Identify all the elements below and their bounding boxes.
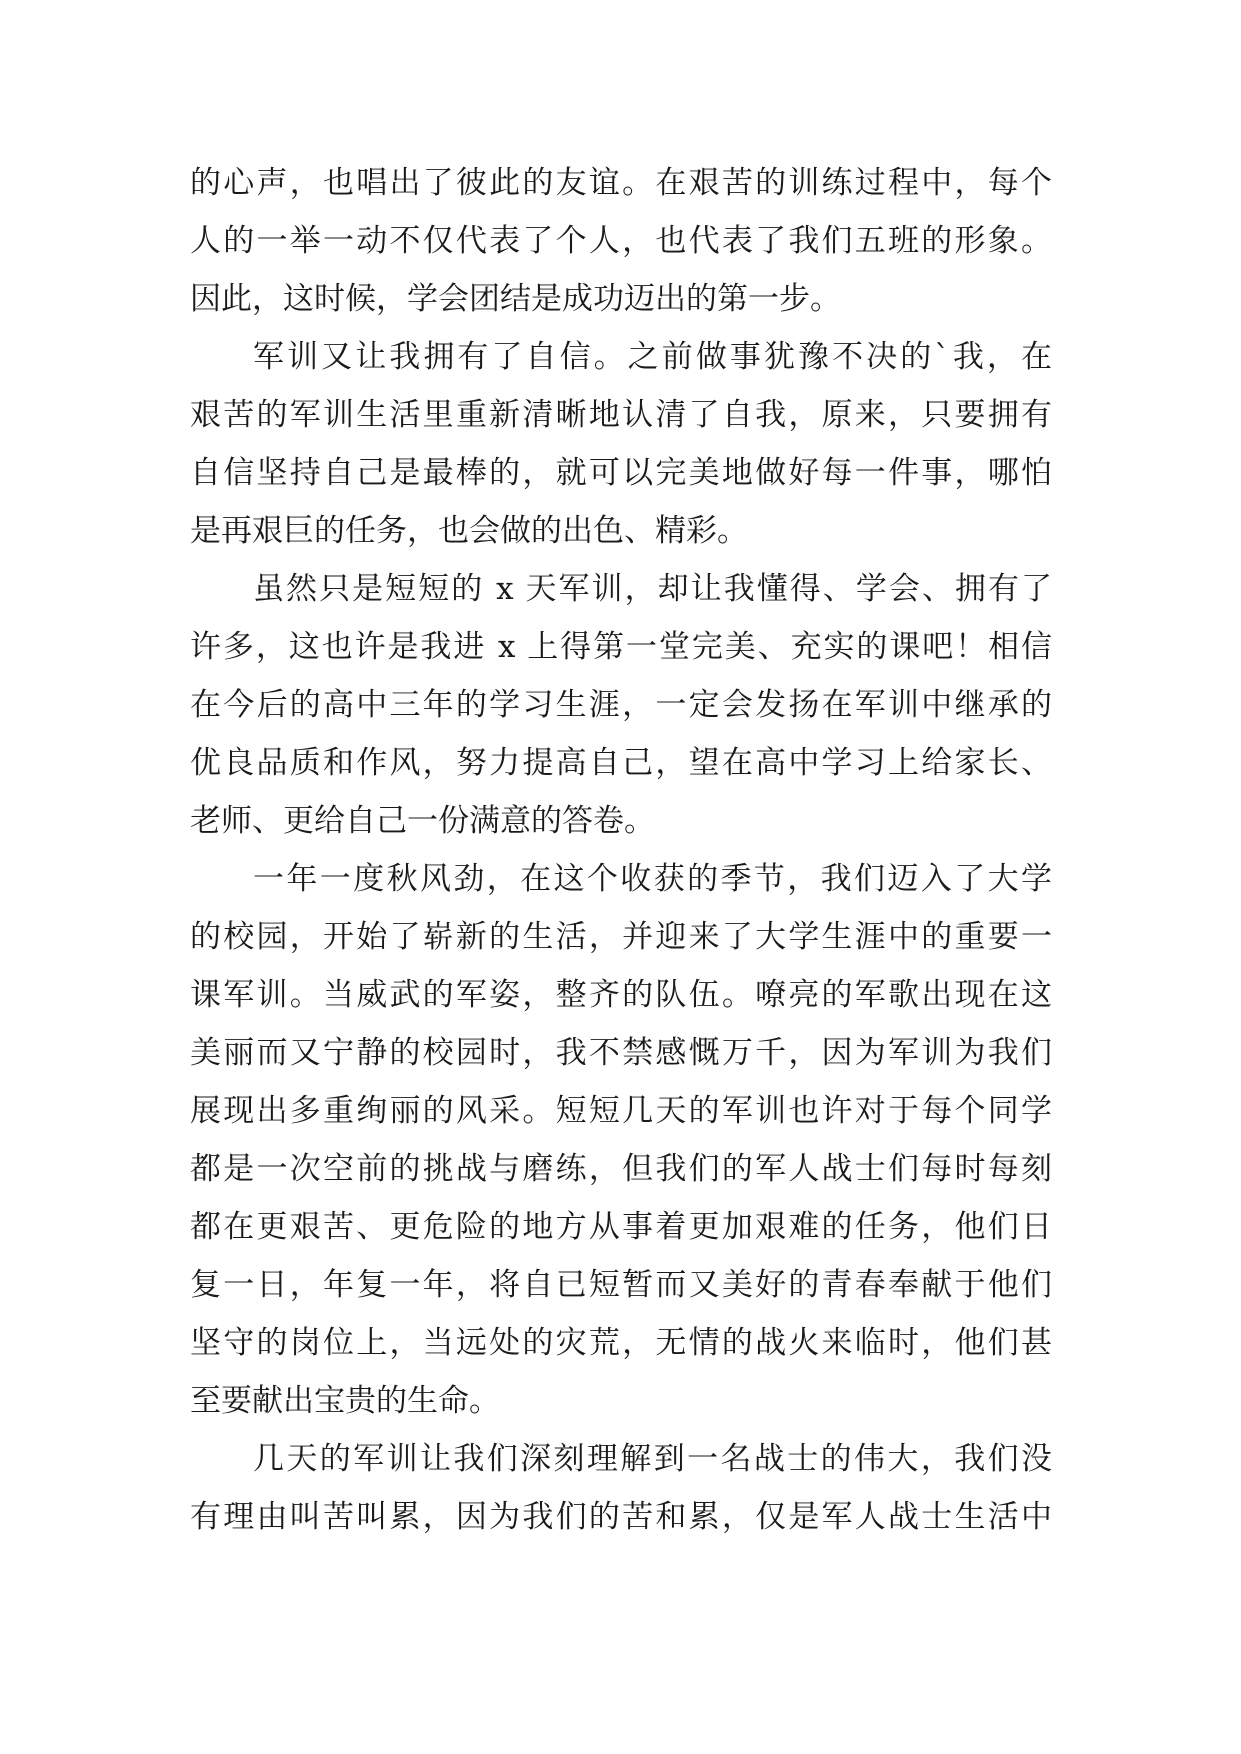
text-line: 许多，这也许是我进 x 上得第一堂完美、充实的课吧！相信	[190, 629, 1052, 665]
text-line: 有理由叫苦叫累，因为我们的苦和累，仅是军人战士生活中	[190, 1499, 1052, 1535]
text-line: 军训又让我拥有了自信。之前做事犹豫不决的`我，在	[253, 339, 1052, 375]
text-line: 的心声，也唱出了彼此的友谊。在艰苦的训练过程中，每个	[190, 165, 1052, 201]
text-line: 都在更艰苦、更危险的地方从事着更加艰难的任务，他们日	[190, 1209, 1052, 1245]
body-text	[190, 154, 1052, 1546]
text-line: 课军训。当威武的军姿，整齐的队伍。嘹亮的军歌出现在这	[190, 977, 1052, 1013]
text-line: 优良品质和作风，努力提高自己，望在高中学习上给家长、	[190, 745, 1052, 781]
text-line: 复一日，年复一年，将自已短暂而又美好的青春奉献于他们	[190, 1267, 1052, 1303]
text-line: 坚守的岗位上，当远处的灾荒，无情的战火来临时，他们甚	[190, 1325, 1052, 1361]
text-line: 都是一次空前的挑战与磨练，但我们的军人战士们每时每刻	[190, 1151, 1052, 1187]
text-line: 老师、更给自己一份满意的答卷。	[190, 803, 655, 839]
text-line: 一年一度秋风劲，在这个收获的季节，我们迈入了大学	[253, 861, 1052, 897]
text-line: 美丽而又宁静的校园时，我不禁感慨万千，因为军训为我们	[190, 1035, 1052, 1071]
text-line: 人的一举一动不仅代表了个人，也代表了我们五班的形象。	[190, 223, 1052, 259]
text-line: 的校园，开始了崭新的生活，并迎来了大学生涯中的重要一	[190, 919, 1052, 955]
text-line: 是再艰巨的任务，也会做的出色、精彩。	[190, 513, 748, 549]
text-line: 几天的军训让我们深刻理解到一名战士的伟大，我们没	[253, 1441, 1052, 1477]
text-line: 展现出多重绚丽的风采。短短几天的军训也许对于每个同学	[190, 1093, 1052, 1129]
text-line: 艰苦的军训生活里重新清晰地认清了自我，原来，只要拥有	[190, 397, 1052, 433]
text-line: 至要献出宝贵的生命。	[190, 1383, 500, 1419]
text-line: 在今后的高中三年的学习生涯，一定会发扬在军训中继承的	[190, 687, 1052, 723]
text-line: 自信坚持自己是最棒的，就可以完美地做好每一件事，哪怕	[190, 455, 1052, 491]
text-line: 因此，这时候，学会团结是成功迈出的第一步。	[190, 281, 841, 317]
text-line: 虽然只是短短的 x 天军训，却让我懂得、学会、拥有了	[253, 571, 1052, 607]
